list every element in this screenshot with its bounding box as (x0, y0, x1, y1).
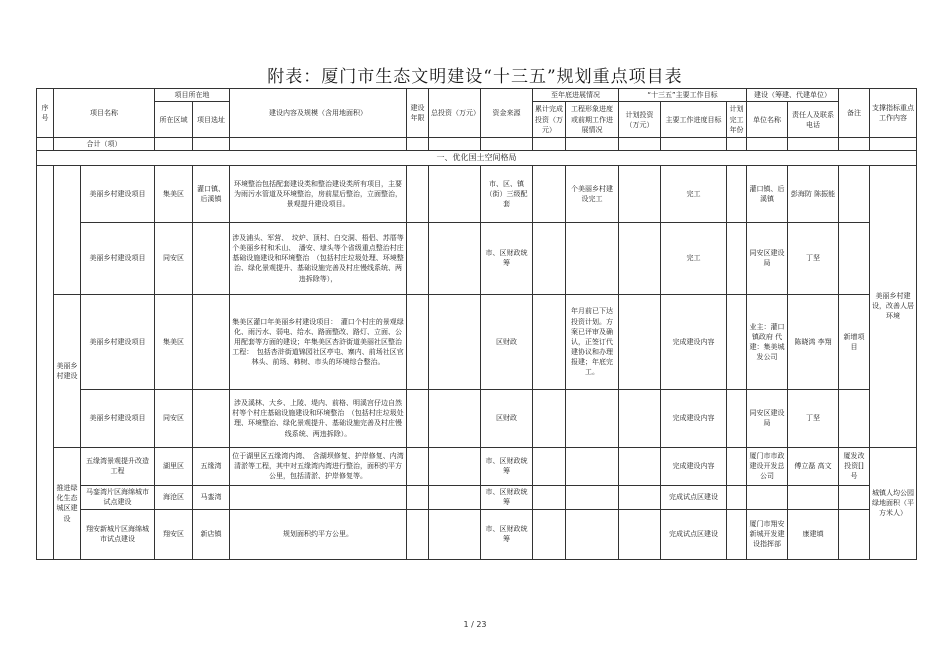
project-target: 完成试点区建设 (661, 509, 727, 559)
project-progress (566, 509, 619, 559)
project-name: 美丽乡村建设项目 (81, 294, 155, 389)
project-district: 湖里区 (155, 447, 193, 485)
project-unit: 同安区建设局 (747, 389, 788, 447)
project-contact: 丁坚 (788, 222, 839, 294)
project-site: 五缘湾 (193, 447, 230, 485)
table-row (37, 222, 917, 294)
group-greening: 推进绿化生态城区建设 (54, 447, 81, 559)
project-district: 翔安区 (155, 509, 193, 559)
project-target: 完成建设内容 (661, 294, 727, 389)
project-name: 马銮湾片区海绵城市试点建设 (81, 485, 155, 509)
project-progress (566, 222, 619, 294)
header-remarks: 备注 (839, 89, 870, 138)
project-content: 规划面积约平方公里。 (230, 509, 407, 559)
project-name: 美丽乡村建设项目 (81, 165, 155, 222)
project-site: 灌口镇、后溪镇 (193, 165, 230, 222)
header-progress: 至年底进展情况 (533, 89, 619, 102)
support-greening: 城镇人均公园绿地面积（平方米人） (870, 447, 917, 559)
section-title: 一、优化国土空间格局 (37, 151, 917, 166)
project-content: 涉及浦头、军营、 坟炉、顶村、白交洞、梧侣、苏厝等个美丽乡村和禾山、 潘安、埭头等个省级重点整治村庄基础设施建设和环境整治 （包括村庄垃圾处理、环境整治、绿化景观提升、基础设施完善及村庄慢线系统、两违拆除等）， (230, 222, 407, 294)
page-indicator: 1 / 23 (463, 620, 487, 629)
support-village: 美丽乡村建设，改善人居环境 (870, 165, 917, 447)
project-district: 集美区 (155, 165, 193, 222)
total-label: 合计（项） (54, 138, 155, 151)
project-remarks: 新增项目 (839, 294, 870, 389)
project-progress: 个美丽乡村建设完工 (566, 165, 619, 222)
header-content: 建设内容及规模（含用地面积） (230, 89, 407, 138)
project-contact: 丁坚 (788, 389, 839, 447)
header-builder: 建设（筹建、代建单位） (747, 89, 839, 102)
project-funding: 市、区财政统筹 (481, 222, 533, 294)
project-name: 五缘湾景观提升改造工程 (81, 447, 155, 485)
project-progress (566, 389, 619, 447)
project-site: 马銮湾 (193, 485, 230, 509)
project-target: 完工 (661, 222, 727, 294)
header-cumulative: 累计完成投资（万元） (533, 102, 566, 138)
project-content: 环境整治包括配套建设类和整治建设类所有项目，主要为雨污水管道及环境整治，房前屋后整治，立面整治，景观提升建设项目。 (230, 165, 407, 222)
header-location: 项目所在地 (155, 89, 230, 102)
total-seq (37, 138, 54, 151)
project-name: 翔安新城片区海绵城市试点建设 (81, 509, 155, 559)
header-site: 项目选址 (193, 102, 230, 138)
header-seq: 序号 (37, 89, 54, 138)
table-row (37, 165, 917, 222)
table-row (37, 447, 917, 485)
project-name: 美丽乡村建设项目 (81, 222, 155, 294)
project-site: 新店镇 (193, 509, 230, 559)
project-funding: 区财政 (481, 389, 533, 447)
project-contact: 陈晓鸿 李翔 (788, 294, 839, 389)
project-funding: 区财政 (481, 294, 533, 389)
row-seq (37, 165, 54, 559)
project-district: 同安区 (155, 222, 193, 294)
project-target: 完成建设内容 (661, 447, 727, 485)
table-row (37, 509, 917, 559)
project-target: 完成建设内容 (661, 389, 727, 447)
project-site (193, 389, 230, 447)
project-unit: 灌口镇、后溪镇 (747, 165, 788, 222)
project-funding: 市、区、镇（街）三级配套 (481, 165, 533, 222)
project-progress (566, 447, 619, 485)
group-village: 美丽乡村建设 (54, 294, 81, 447)
project-unit: 厦门市翔安新城开发建设指挥部 (747, 509, 788, 559)
project-site (193, 294, 230, 389)
project-district: 同安区 (155, 389, 193, 447)
project-content: 集美区灌口年美丽乡村建设项目： 灌口个村庄的景观绿化、雨污水、弱电、给水、路面整改、路灯、立面、公用配套等方面的建设；年集美区杏浒街道美丽社区整治工程： 包括杏浒街道锦园社区亭屯、寨内、前场社区官林头、前场、柿树、市头的环境综合整治。 (230, 294, 407, 389)
project-unit: 厦门市市政建设开发总公司 (747, 447, 788, 485)
project-funding: 市、区财政统筹 (481, 485, 533, 509)
project-content: 位于湖里区五缘湾内湾、 含湖坝修复、护岸修复、内湾清淤等工程，其中对五缘湾内湾进行整治，面积约平方公里，包括清淤、护岸修复等。 (230, 447, 407, 485)
header-work-target: 主要工作进度目标 (661, 102, 727, 138)
group-spacer (54, 165, 81, 222)
project-target: 完成试点区建设 (661, 485, 727, 509)
project-progress: 年月前已下达投资计划。方案已评审及确认，正签订代建协议和办理报建；年底完工。 (566, 294, 619, 389)
project-funding: 市、区财政统筹 (481, 509, 533, 559)
header-image-progress: 工程形象进度或前期工作进展情况 (566, 102, 619, 138)
project-contact: 康建填 (788, 509, 839, 559)
project-progress (566, 485, 619, 509)
group-spacer (54, 222, 81, 294)
project-funding: 市、区财政统筹 (481, 447, 533, 485)
header-contact: 责任人及联系电话 (788, 102, 839, 138)
table-row (37, 294, 917, 389)
project-unit (747, 485, 788, 509)
project-district: 海沧区 (155, 485, 193, 509)
project-site (193, 222, 230, 294)
header-investment: 总投资（万元） (429, 89, 481, 138)
header-unit: 单位名称 (747, 102, 788, 138)
header-planned-investment: 计划投资（万元） (619, 102, 661, 138)
table-row (37, 485, 917, 509)
project-unit: 业主：灌口镇政府 代建：集美城发公司 (747, 294, 788, 389)
header-district: 所在区域 (155, 102, 193, 138)
project-district: 集美区 (155, 294, 193, 389)
project-content (230, 485, 407, 509)
header-years: 建设年限 (407, 89, 429, 138)
header-funding: 资金来源 (481, 89, 533, 138)
header-support: 支撑指标重点工作内容 (870, 89, 917, 138)
project-unit: 同安区建设局 (747, 222, 788, 294)
document-title: 附表：厦门市生态文明建设“十三五”规划重点项目表 (267, 67, 683, 87)
table-row (37, 389, 917, 447)
header-completion-year: 计划完工年份 (727, 102, 747, 138)
project-contact: 彭海防 陈振能 (788, 165, 839, 222)
project-name: 美丽乡村建设项目 (81, 389, 155, 447)
header-name: 项目名称 (54, 89, 155, 138)
project-table (36, 88, 917, 560)
project-remarks: 厦发改投资[]号 (839, 447, 870, 485)
header-goals: “十三五”主要工作目标 (619, 89, 747, 102)
project-contact: 傅立磊 高文 (788, 447, 839, 485)
project-target: 完工 (661, 165, 727, 222)
project-content: 涉及溪林、大乡、上陵、堤内、前格、明溪宫仔边自然村等个村庄基础设施建设和环境整治 （包括村庄垃圾处理、环境整治、绿化景观提升、基础设施完善及村庄慢线系统、两违拆除）。 (230, 389, 407, 447)
project-contact (788, 485, 839, 509)
